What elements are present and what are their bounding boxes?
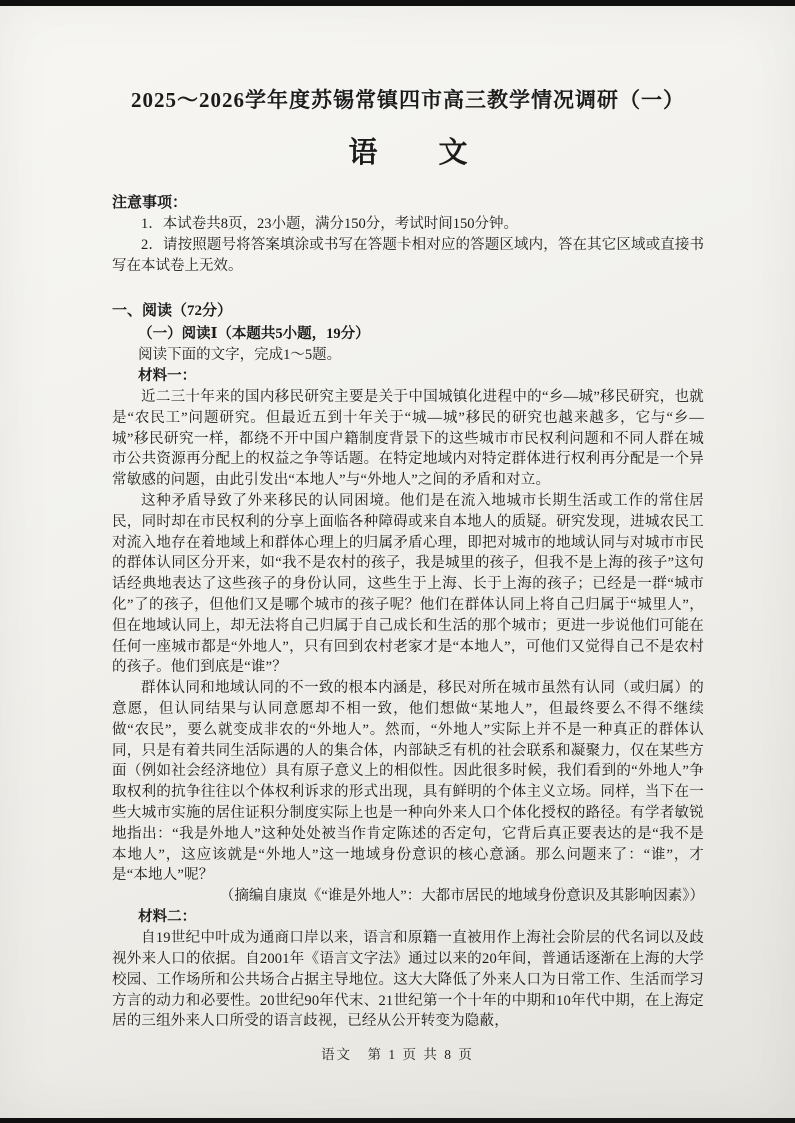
- page-footer: 语文 第 1 页 共 8 页: [321, 1047, 474, 1062]
- material1-paragraph-2: 这种矛盾导致了外来移民的认同困境。他们是在流入地城市长期生活或工作的常住居民，同时却在市民权利的分享上面临各种障碍或来自本地人的质疑。研究发现，进城农民工对流入地存在着地域上和群体心理上的归属矛盾心理，即把对城市的地域认同与对城市市民的群体认同区分开来，如“我不是农村的孩子，我是城里的孩子，但我不是上海的孩子”这句话经典地表达了这些孩子的身份认同，这些生于上海、长于上海的孩子；已经是一群“城市化”了的孩子，但他们又是哪个城市的孩子呢？他们在群体认同上将自己归属于“城里人”，但在地域认同上，却无法将自己归属于自己成长和生活的那个城市；更进一步说他们可能在任何一座城市都是“外地人”，只有回到农村老家才是“本地人”，可他们又觉得自己不是农村的孩子。他们到底是“谁”？: [112, 492, 704, 676]
- material2-label: 材料二：: [138, 909, 197, 926]
- notice-item-2: 2．请按照题号将答案填涂或书写在答题卡相对应的答题区域内，答在其它区域或直接书写在本试卷上无效。: [112, 237, 704, 274]
- scan-edge-bottom: [0, 1118, 795, 1123]
- material1-label: 材料一：: [138, 368, 197, 384]
- subsection-heading-reading1: （一）阅读Ⅰ（本题共5小题，19分）: [138, 326, 370, 342]
- reading-instruction: 阅读下面的文字，完成1～5题。: [138, 347, 342, 363]
- material1-paragraph-3: 群体认同和地域认同的不一致的根本内涵是，移民对所在城市虽然有认同（或归属）的意愿，但认同结果与认同意愿却不相一致，他们想做“某地人”，但最终要么不得不继续做“农民”，要么就变成非农的“外地人”。然而，“外地人”实际上并不是一种真正的群体认同，只是有着共同生活际遇的人的集合体，内部缺乏有机的社会联系和凝聚力，仅在某些方面（例如社会经济地位）具有原子意义上的相似性。因此很多时候，我们看到的“外地人”争取权利的抗争往往以个体权利诉求的形式出现，具有鲜明的个体主义立场。同样，当下在一些大城市实施的居住证积分制度实际上也是一种向外来人口个体化授权的路径。有学者敏锐地指出：“我是外地人”这种处处被当作肯定陈述的否定句，它背后真正要表达的是“我不是本地人”，这应该就是“外地人”这一地域身份意识的核心意涵。那么问题来了：“谁”，才是“本地人”呢？: [112, 680, 704, 884]
- material1-paragraph-1: 近二三十年来的国内移民研究主要是关于中国城镇化进程中的“乡—城”移民研究，也就是“农民工”问题研究。但最近五到十年关于“城—城”移民的研究也越来越多，它与“乡—城”移民研究一样，都绕不开中国户籍制度背景下的这些城市市民权利问题和不同人群在城市公共资源再分配上的权益之争等话题。在特定地域内对特定群体进行权利再分配是一个异常敏感的问题，由此引发出“本地人”与“外地人”之间的矛盾和对立。: [112, 389, 704, 489]
- material2-paragraph-1: 自19世纪中叶成为通商口岸以来，语言和原籍一直被用作上海社会阶层的代名词以及歧视外来人口的依据。自2001年《语言文字法》通过以来的20年间，普通话逐渐在上海的大学校园、工作场所和公共场合占据主导地位。这大大降低了外来人口为日常工作、生活而学习方言的动力和必要性。20世纪90年代末、21世纪第一个十年的中期和10年代中期，在上海定居的三组外来人口所受的语言歧视，已经从公开转变为隐蔽，: [112, 930, 704, 1030]
- notice-item-1: 1．本试卷共8页，23小题，满分150分，考试时间150分钟。: [141, 216, 518, 232]
- section-heading-reading: 一、阅读（72分）: [112, 303, 233, 319]
- exam-title: 2025～2026学年度苏锡常镇四市高三教学情况调研（一）: [131, 88, 685, 112]
- exam-content: [112, 84, 704, 1032]
- subject-title: 语 文: [348, 137, 484, 169]
- scan-edge-top: [0, 0, 795, 6]
- notice-section: [112, 193, 704, 277]
- material1-attribution: （摘编自康岚《“谁是外地人”：大都市居民的地域身份意识及其影响因素》）: [219, 888, 704, 905]
- notice-heading: 注意事项：: [112, 195, 188, 211]
